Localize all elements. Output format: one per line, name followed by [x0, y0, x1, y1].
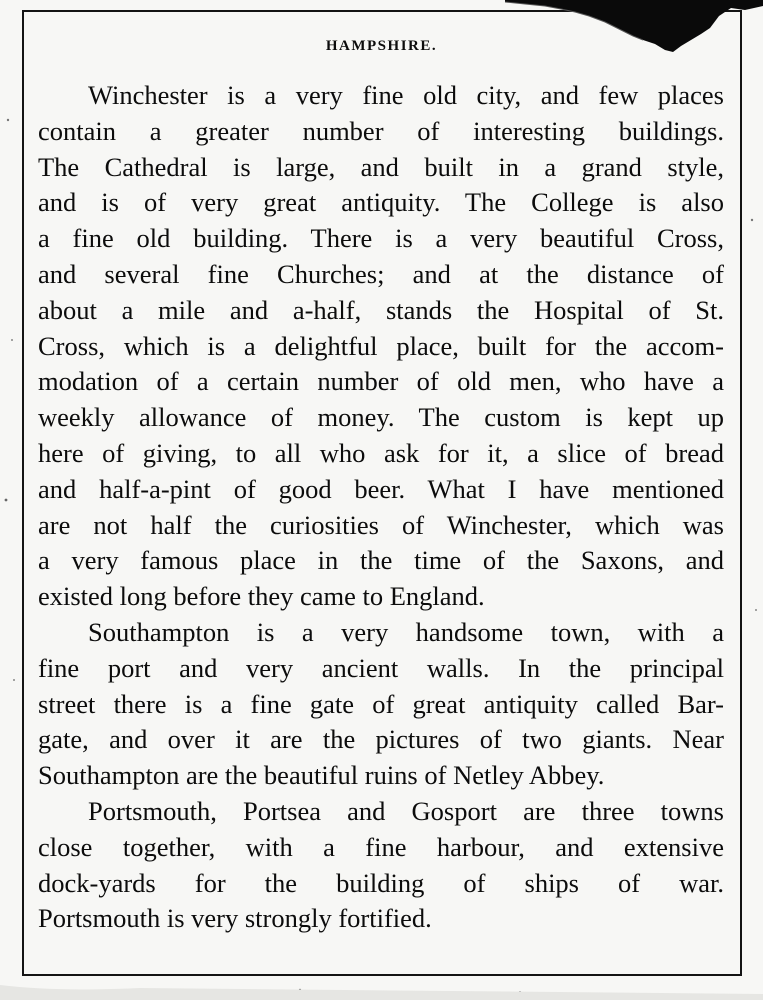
text-line: here of giving, to all who ask for it, a slice of bread: [38, 437, 724, 468]
text-line: a fine old building. There is a very beautiful Cross,: [38, 223, 724, 254]
text-line: existed long before they came to England.: [38, 581, 485, 612]
paragraph-portsmouth: [38, 794, 724, 937]
text-line: Cross, which is a delightful place, built for the accom-: [38, 330, 724, 361]
paragraph-winchester: [38, 78, 724, 615]
text-line: dock-yards for the building of ships of war.: [38, 867, 724, 898]
text-line: modation of a certain number of old men, who have a: [38, 366, 724, 397]
text-line: about a mile and a-half, stands the Hospital of St.: [38, 294, 724, 325]
text-line: street there is a fine gate of great antiquity called Bar-: [38, 688, 724, 719]
text-line: Portsmouth is very strongly fortified.: [38, 903, 432, 934]
text-line: Southampton is a very handsome town, with a: [88, 616, 724, 647]
paragraph-southampton: [38, 615, 724, 794]
text-line: and several fine Churches; and at the distance of: [38, 258, 724, 289]
text-line: close together, with a fine harbour, and extensive: [38, 831, 724, 862]
text-line: gate, and over it are the pictures of two giants. Near: [38, 724, 724, 755]
body-text: [38, 78, 724, 937]
text-line: and is of very great antiquity. The College is also: [38, 187, 724, 218]
text-line: and half-a-pint of good beer. What I have mentioned: [38, 473, 724, 504]
text-line: weekly allowance of money. The custom is kept up: [38, 402, 724, 433]
text-line: Southampton are the beautiful ruins of Netley Abbey.: [38, 760, 605, 791]
text-line: contain a greater number of interesting buildings.: [38, 115, 724, 146]
running-head: HAMPSHIRE.: [325, 38, 438, 54]
text-line: Winchester is a very fine old city, and few places: [88, 80, 724, 110]
text-line: Portsmouth, Portsea and Gosport are three towns: [88, 795, 724, 826]
text-line: fine port and very ancient walls. In the principal: [38, 652, 724, 683]
text-line: are not half the curiosities of Winchester, which was: [38, 509, 724, 540]
text-line: a very famous place in the time of the Saxons, and: [38, 545, 724, 576]
text-line: The Cathedral is large, and built in a grand style,: [38, 151, 724, 182]
